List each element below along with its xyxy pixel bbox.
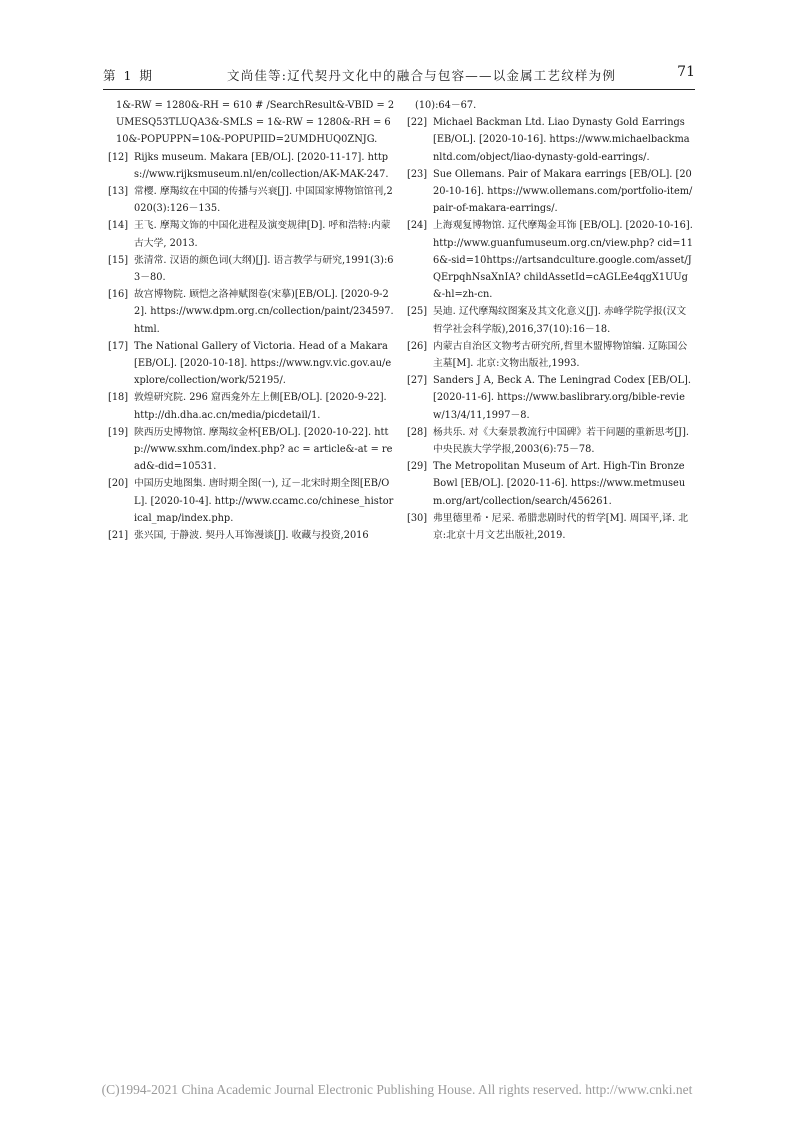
reference-item — [407, 424, 694, 458]
page-number: 71 — [677, 64, 695, 80]
copyright-footer: (C)1994-2021 China Academic Journal Electronic Publishing House. All rights reserved. http://www.cnki.net — [101, 1082, 693, 1097]
reference-number: [20] — [108, 478, 129, 490]
reference-number: [22] — [407, 117, 428, 129]
reference-number: [17] — [108, 340, 129, 352]
header-divider — [103, 89, 695, 90]
reference-continuation: (10):64－67. — [415, 100, 477, 111]
reference-item — [108, 286, 395, 338]
reference-text: Sue Ollemans. Pair of Makara earrings [EB/OL]. [2020-10-16]. https://www.ollemans.com/portfolio-item/pair-of-makara-earrings/. — [433, 168, 693, 215]
reference-text: 张清常. 汉语的颜色词(大纲)[J]. 语言教学与研究,1991(3):63－80. — [134, 254, 394, 284]
references-right-column — [407, 97, 694, 544]
reference-item — [108, 183, 395, 217]
reference-item — [407, 372, 694, 424]
reference-text: 敦煌研究院. 296 窟西龛外左上侧[EB/OL]. [2020-9-22]. http://dh.dha.ac.cn/media/picdetail/1. — [134, 392, 387, 421]
reference-text: The Metropolitan Museum of Art. High-Tin Bronze Bowl [EB/OL]. [2020-11-6]. https://www.metmuseum.org/art/collection/search/456261. — [433, 461, 686, 507]
reference-item — [108, 475, 395, 527]
reference-text: Sanders J A, Beck A. The Leningrad Codex [EB/OL]. [2020-11-6]. https://www.baslibrary.org/bible-review/13/4/11,1997－8. — [433, 375, 691, 421]
reference-number: [21] — [108, 530, 129, 542]
reference-number: [19] — [108, 426, 129, 438]
reference-text: 弗里德里希・尼采. 希腊悲剧时代的哲学[M]. 周国平,译. 北京:北京十月文艺出版社,2019. — [433, 512, 689, 542]
reference-number: [12] — [108, 151, 129, 163]
reference-item — [108, 149, 395, 183]
reference-number: [28] — [407, 426, 428, 438]
reference-text: Michael Backman Ltd. Liao Dynasty Gold Earrings [EB/OL]. [2020-10-16]. https://www.michaelbackmanltd.com/object/liao-dynasty-gold-earrings/. — [433, 117, 690, 163]
reference-number: [24] — [407, 220, 428, 232]
reference-text: 故宫博物院. 顾恺之洛神赋图卷(宋摹)[EB/OL]. [2020-9-22]. https://www.dpm.org.cn/collection/paint/234597.html. — [134, 289, 394, 335]
reference-number: [29] — [407, 461, 428, 473]
reference-item — [108, 252, 395, 286]
reference-number: [30] — [407, 512, 428, 524]
reference-text: 杨共乐. 对《大秦景教流行中国碑》若干问题的重新思考[J]. 中央民族大学学报,2003(6):75－78. — [433, 426, 690, 456]
reference-text: 陕西历史博物馆. 摩羯纹金杯[EB/OL]. [2020-10-22]. http://www.sxhm.com/index.php? ac = article&-at = read&-did=10531. — [134, 426, 393, 473]
reference-number: [14] — [108, 220, 129, 232]
reference-number: [16] — [108, 289, 129, 301]
reference-text: Rijks museum. Makara [EB/OL]. [2020-11-17]. https://www.rijksmuseum.nl/en/collection/AK-MAK-247. — [134, 151, 389, 180]
reference-item — [108, 338, 395, 390]
reference-number: [27] — [407, 375, 428, 387]
reference-text: 中国历史地图集. 唐时期全图(一), 辽－北宋时期全图[EB/OL]. [2020-10-4]. http://www.ccamc.co/chinese_historical_map/index.php. — [134, 478, 394, 524]
reference-item — [407, 217, 694, 303]
issue-label: 第 1 期 — [103, 68, 154, 83]
reference-number: [25] — [407, 306, 428, 318]
reference-item — [407, 303, 694, 337]
reference-text: 常樱. 摩羯纹在中国的传播与兴衰[J]. 中国国家博物馆馆刊,2020(3):126－135. — [134, 186, 393, 215]
reference-item — [407, 114, 694, 166]
reference-item — [108, 527, 395, 544]
reference-text: 上海观复博物馆. 辽代摩羯金耳饰 [EB/OL]. [2020-10-16]. http://www.guanfumuseum.org.cn/view.php? cid=116&-sid=10https://artsandculture.google.com/asset/JQErpqhNsaXnIA? childAssetId=cAGLEe4qgX1UUg&-hl=zh-cn. — [433, 220, 693, 301]
running-title: 文尚佳等:辽代契丹文化中的融合与包容——以金属工艺纹样为例 — [227, 68, 617, 83]
reference-text: 内蒙古自治区文物考古研究所,哲里木盟博物馆编. 辽陈国公主墓[M]. 北京:文物出版社,1993. — [433, 340, 688, 370]
reference-continuation: 1&-RW = 1280&-RH = 610 # /SearchResult&-VBID = 2UMESQ53TLUQA3&-SMLS = 1&-RW = 1280&-RH = 610&-POPUPPN=10&-POPUPIID=2UMDHUQ0ZNJG. — [116, 100, 395, 146]
reference-number: [26] — [407, 340, 428, 352]
reference-text: 张兴国, 于静波. 契丹人耳饰漫谈[J]. 收藏与投资,2016 — [134, 530, 369, 542]
reference-item — [407, 458, 694, 510]
reference-item — [108, 217, 395, 251]
reference-number: [13] — [108, 186, 129, 198]
running-header — [103, 62, 695, 86]
reference-text: The National Gallery of Victoria. Head of a Makara [EB/OL]. [2020-10-18]. https://www.ngv.vic.gov.au/explore/collection/work/52195/. — [134, 340, 392, 387]
reference-text: 吴迪. 辽代摩羯纹图案及其文化意义[J]. 赤峰学院学报(汉文哲学社会科学版),2016,37(10):16－18. — [433, 306, 687, 335]
reference-item — [407, 166, 694, 218]
references-left-column — [108, 97, 395, 544]
reference-item — [407, 338, 694, 372]
reference-item — [108, 424, 395, 476]
reference-item — [407, 510, 694, 544]
reference-number: [18] — [108, 392, 129, 404]
reference-text: 王飞. 摩羯文饰的中国化进程及演变规律[D]. 呼和浩特:内蒙古大学, 2013. — [134, 220, 391, 249]
reference-number: [23] — [407, 168, 428, 180]
reference-number: [15] — [108, 254, 129, 266]
reference-item — [108, 389, 395, 423]
